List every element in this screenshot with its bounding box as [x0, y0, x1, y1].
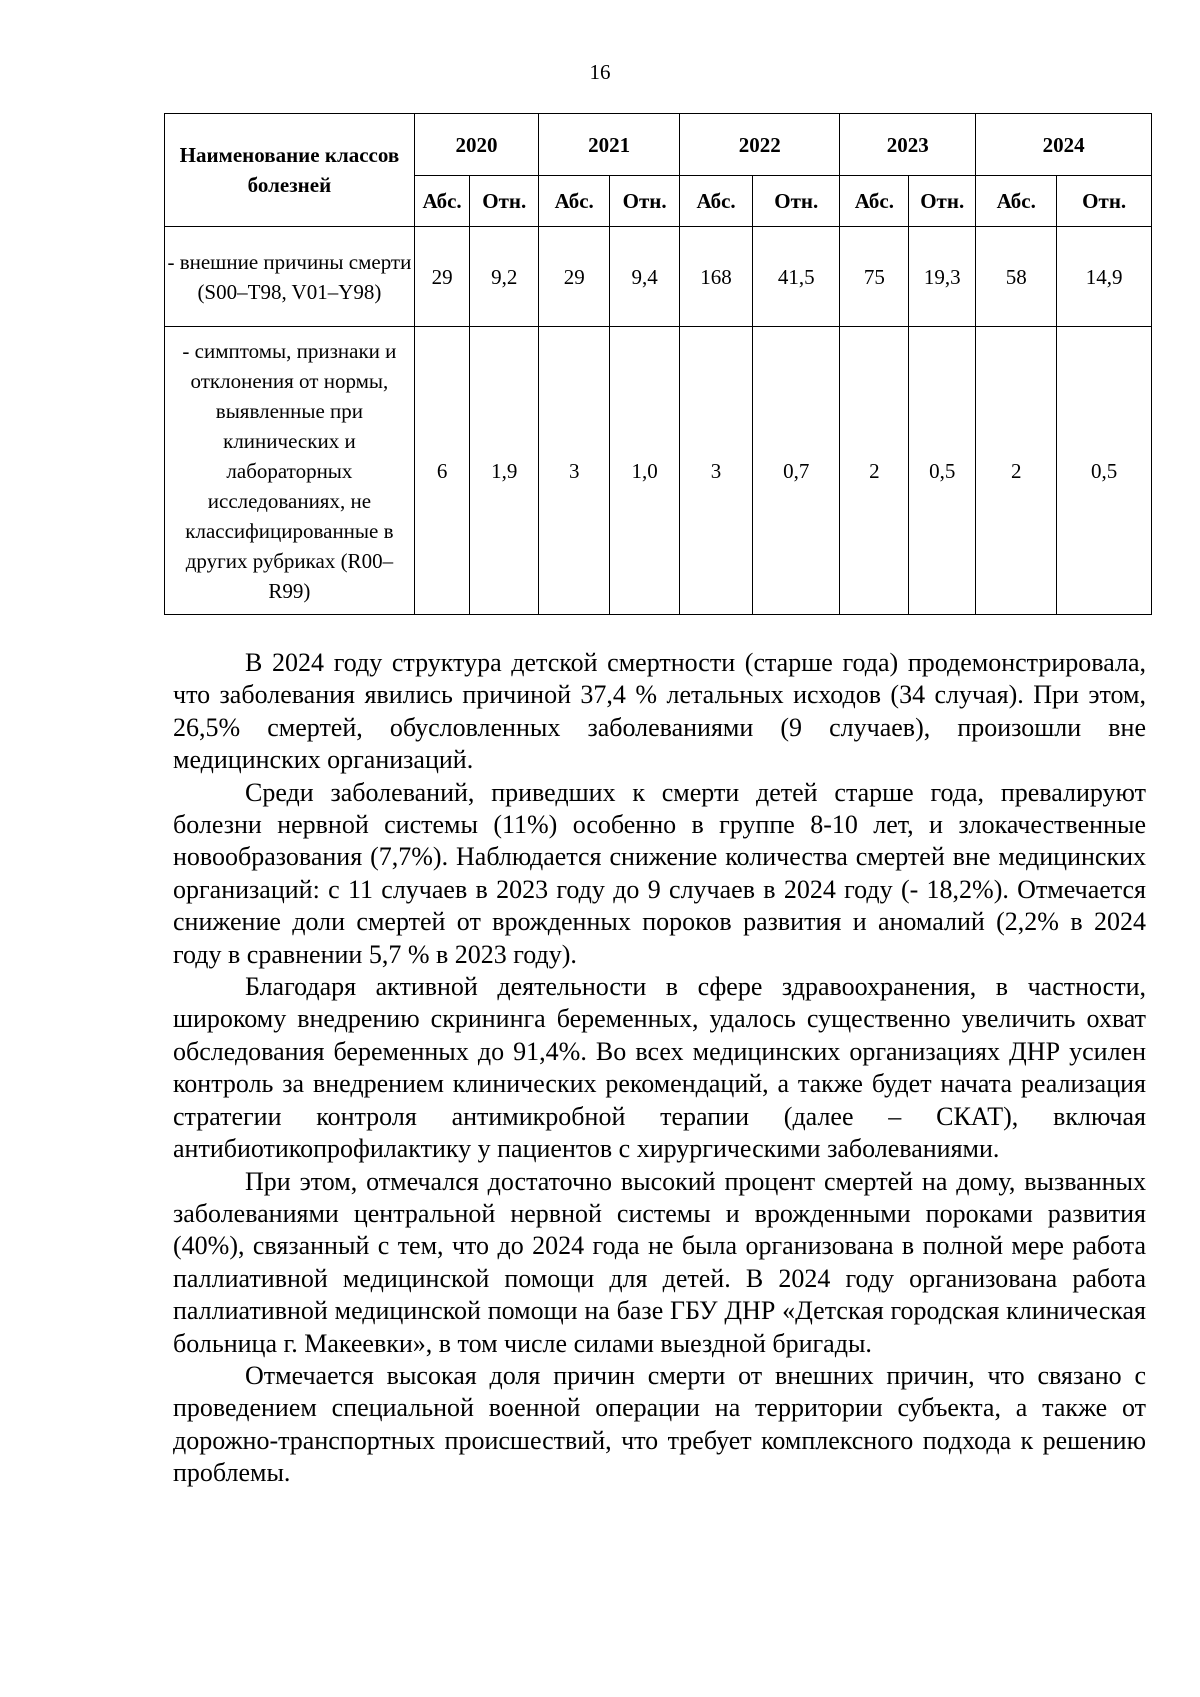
- cell-value: 9,4: [610, 227, 680, 327]
- row-name: - симптомы, признаки и отклонения от нормы, выявленные при клинических и лабораторных исследованиях, не классифицированные в других рубриках (R00–R99): [165, 327, 415, 615]
- table-row: [165, 227, 1152, 327]
- header-abs: Абс.: [414, 176, 470, 227]
- header-disease-class: Наименование классов болезней: [165, 114, 415, 227]
- cell-value: 0,5: [1057, 327, 1152, 615]
- header-abs: Абс.: [539, 176, 610, 227]
- cell-value: 0,5: [909, 327, 976, 615]
- cell-value: 9,2: [470, 227, 539, 327]
- header-year-2024: 2024: [976, 114, 1152, 176]
- header-rel: Отн.: [1057, 176, 1152, 227]
- cell-value: 29: [414, 227, 470, 327]
- page-number: 16: [589, 60, 611, 84]
- table-row: [165, 327, 1152, 615]
- header-abs: Абс.: [976, 176, 1057, 227]
- header-year-2022: 2022: [680, 114, 840, 176]
- cell-value: 14,9: [1057, 227, 1152, 327]
- cell-value: 3: [680, 327, 753, 615]
- cell-value: 1,9: [470, 327, 539, 615]
- header-abs: Абс.: [680, 176, 753, 227]
- cell-value: 3: [539, 327, 610, 615]
- header-abs: Абс.: [840, 176, 909, 227]
- cell-value: 41,5: [753, 227, 840, 327]
- cell-value: 19,3: [909, 227, 976, 327]
- row-name: - внешние причины смерти (S00–T98, V01–Y98): [165, 227, 415, 327]
- mortality-table: [164, 113, 1152, 615]
- header-year-2021: 2021: [539, 114, 680, 176]
- paragraph: Благодаря активной деятельности в сфере здравоохранения, в частности, широкому внедрению скрининга беременных, удалось существенно увеличить охват обследования беременных до 91,4%. Во всех медицинских организациях ДНР усилен контроль за внедрением клинических рекомендаций, а также будет начата реализация стратегии контроля антимикробной терапии (далее – СКАТ), включая антибиотикопрофилактику у пациентов с хирургическими заболеваниями.: [173, 972, 1146, 1164]
- cell-value: 1,0: [610, 327, 680, 615]
- cell-value: 2: [840, 327, 909, 615]
- header-year-2020: 2020: [414, 114, 538, 176]
- paragraph: Среди заболеваний, приведших к смерти детей старше года, превалируют болезни нервной системы (11%) особенно в группе 8-10 лет, и злокачественные новообразования (7,7%). Наблюдается снижение количества смертей вне медицинских организаций: с 11 случаев в 2023 году до 9 случаев в 2024 году (- 18,2%). Отмечается снижение доли смертей от врожденных пороков развития и аномалий (2,2% в 2024 году в сравнении 5,7 % в 2023 году).: [173, 777, 1146, 969]
- paragraph: В 2024 году структура детской смертности (старше года) продемонстрировала, что заболевания явились причиной 37,4 % летальных исходов (34 случая). При этом, 26,5% смертей, обусловленных заболеваниями (9 случаев), произошли вне медицинских организаций.: [173, 648, 1146, 775]
- cell-value: 0,7: [753, 327, 840, 615]
- header-rel: Отн.: [753, 176, 840, 227]
- cell-value: 58: [976, 227, 1057, 327]
- header-rel: Отн.: [909, 176, 976, 227]
- paragraph: При этом, отмечался достаточно высокий процент смертей на дому, вызванных заболеваниями центральной нервной системы и врожденными пороками развития (40%), связанный с тем, что до 2024 года не была организована в полной мере работа паллиативной медицинской помощи для детей. В 2024 году организована работа паллиативной медицинской помощи на базе ГБУ ДНР «Детская городская клиническая больница г. Макеевки», в том числе силами выездной бригады.: [173, 1166, 1146, 1358]
- header-rel: Отн.: [610, 176, 680, 227]
- cell-value: 29: [539, 227, 610, 327]
- paragraph: Отмечается высокая доля причин смерти от внешних причин, что связано с проведением специальной военной операции на территории субъекта, а также от дорожно-транспортных происшествий, что требует комплексного подхода к решению проблемы.: [173, 1360, 1146, 1488]
- cell-value: 2: [976, 327, 1057, 615]
- header-year-2023: 2023: [840, 114, 976, 176]
- body-text: [173, 647, 1146, 1490]
- header-rel: Отн.: [470, 176, 539, 227]
- cell-value: 75: [840, 227, 909, 327]
- cell-value: 6: [414, 327, 470, 615]
- cell-value: 168: [680, 227, 753, 327]
